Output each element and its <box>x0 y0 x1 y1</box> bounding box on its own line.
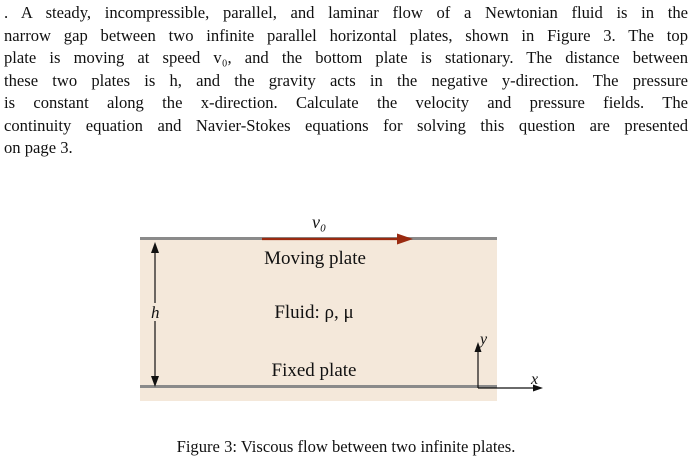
problem-line-7: on page 3. <box>4 138 73 157</box>
velocity-label: v₀ <box>312 212 327 232</box>
y-axis-label: y <box>480 331 488 348</box>
moving-plate-label: Moving plate <box>264 248 366 269</box>
figure-caption: Figure 3: Viscous flow between two infinite plates. <box>176 437 516 456</box>
problem-line-5: is constant along the x-direction. Calculate the velocity and pressure fields. The <box>4 93 688 112</box>
fixed-plate <box>140 385 497 388</box>
problem-line-1: . A steady, incompressible, parallel, and laminar flow of a Newtonian fluid is in the <box>4 3 688 22</box>
gap-label: h <box>151 303 160 322</box>
x-axis-label: x <box>531 371 539 388</box>
problem-line-4: these two plates is h, and the gravity acts in the negative y-direction. The pressure <box>4 70 688 90</box>
fixed-plate-label: Fixed plate <box>271 360 357 381</box>
problem-line-3: plate is moving at speed v₀, and the bottom plate is stationary. The distance between <box>4 48 688 67</box>
problem-line-2: narrow gap between two infinite parallel horizontal plates, shown in Figure 3. The top <box>4 25 688 45</box>
fluid-label: Fluid: ρ, μ <box>274 302 354 323</box>
problem-line-6: continuity equation and Navier-Stokes equations for solving this question are presented <box>4 115 688 135</box>
